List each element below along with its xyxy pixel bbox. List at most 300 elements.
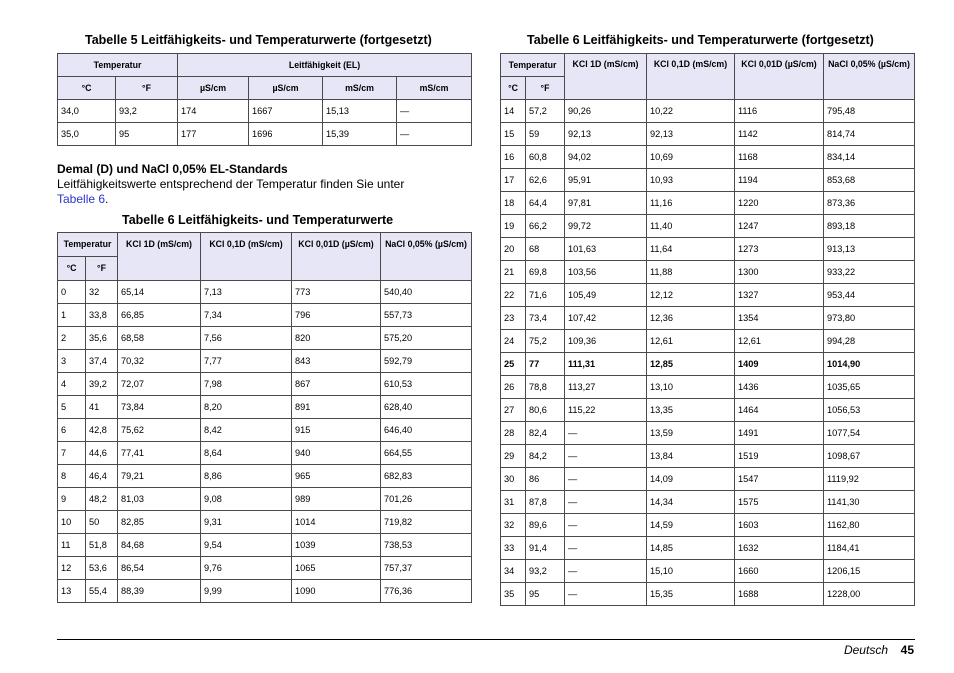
table-cell: 13,10	[647, 376, 735, 399]
table-cell: —	[565, 422, 647, 445]
table-row	[58, 373, 472, 396]
header-unit: mS/cm	[397, 77, 472, 100]
table-cell: 87,8	[526, 491, 565, 514]
table-cell: 78,8	[526, 376, 565, 399]
header-unit: µS/cm	[178, 77, 249, 100]
table-cell: 73,84	[118, 396, 201, 419]
table-cell: 1688	[735, 583, 824, 606]
table-cell: 71,6	[526, 284, 565, 307]
table-row	[58, 350, 472, 373]
table-row	[501, 192, 915, 215]
table-row	[58, 557, 472, 580]
table-cell: 1603	[735, 514, 824, 537]
table-cell: 53,6	[86, 557, 118, 580]
table-cell: 15,13	[323, 100, 397, 123]
table-cell: 701,26	[381, 488, 472, 511]
table-row	[501, 123, 915, 146]
table-cell: 68	[526, 238, 565, 261]
table-cell: 60,8	[526, 146, 565, 169]
table-cell: 9,08	[201, 488, 292, 511]
table-cell: 11,40	[647, 215, 735, 238]
table-row	[501, 583, 915, 606]
table6-left	[57, 232, 472, 603]
table-cell: 12,85	[647, 353, 735, 376]
table-cell: 592,79	[381, 350, 472, 373]
table-cell: 0	[58, 281, 86, 304]
table-cell: 891	[292, 396, 381, 419]
table-cell: 12	[58, 557, 86, 580]
table-cell: 44,6	[86, 442, 118, 465]
table-cell: 97,81	[565, 192, 647, 215]
table-cell: 113,27	[565, 376, 647, 399]
table-cell: 757,37	[381, 557, 472, 580]
table-cell: 646,40	[381, 419, 472, 442]
table-cell: 1273	[735, 238, 824, 261]
header-unit: µS/cm	[249, 77, 323, 100]
table-cell: 989	[292, 488, 381, 511]
table-row	[501, 238, 915, 261]
table-cell: 1	[58, 304, 86, 327]
header-leitfaehigkeit: Leitfähigkeit (EL)	[178, 54, 472, 77]
table-cell: 41	[86, 396, 118, 419]
table-cell: 9	[58, 488, 86, 511]
header-kcl-1d: KCl 1D (mS/cm)	[565, 54, 647, 100]
table-cell: 1206,15	[824, 560, 915, 583]
table-cell: 177	[178, 123, 249, 146]
table-cell: 101,63	[565, 238, 647, 261]
table-cell: 19	[501, 215, 526, 238]
header-temperatur: Temperatur	[501, 54, 565, 77]
table-cell: 1090	[292, 580, 381, 603]
table-cell: 73,4	[526, 307, 565, 330]
table-cell: 7,56	[201, 327, 292, 350]
table-cell: —	[565, 560, 647, 583]
table-row	[58, 327, 472, 350]
table-cell: 39,2	[86, 373, 118, 396]
table-cell: 84,2	[526, 445, 565, 468]
header-fahrenheit: °F	[526, 77, 565, 100]
table-cell: 853,68	[824, 169, 915, 192]
table-cell: 8	[58, 465, 86, 488]
table-cell: 10	[58, 511, 86, 534]
table-cell: 1519	[735, 445, 824, 468]
table-cell: 1056,53	[824, 399, 915, 422]
table-cell: 86,54	[118, 557, 201, 580]
table-cell: 90,26	[565, 100, 647, 123]
table-cell: 33,8	[86, 304, 118, 327]
table-row	[501, 215, 915, 238]
table-cell: 24	[501, 330, 526, 353]
table-cell: 867	[292, 373, 381, 396]
table-cell: 92,13	[647, 123, 735, 146]
table-cell: 7,98	[201, 373, 292, 396]
table-cell: 1327	[735, 284, 824, 307]
footer-language: Deutsch	[843, 643, 888, 657]
table6-left-caption: Tabelle 6 Leitfähigkeits- und Temperaturwerte	[122, 213, 394, 227]
table-cell: 28	[501, 422, 526, 445]
table-row	[501, 491, 915, 514]
header-kcl-01d: KCl 0,1D (mS/cm)	[647, 54, 735, 100]
table-cell: 30	[501, 468, 526, 491]
table-cell: 1696	[249, 123, 323, 146]
table-cell: 103,56	[565, 261, 647, 284]
table-cell: 15,10	[647, 560, 735, 583]
table-cell: 893,18	[824, 215, 915, 238]
table-cell: 11	[58, 534, 86, 557]
table-cell: 31	[501, 491, 526, 514]
table-cell: 1491	[735, 422, 824, 445]
table-cell: 933,22	[824, 261, 915, 284]
table-cell: 93,2	[116, 100, 178, 123]
table-row	[501, 537, 915, 560]
table-cell: 1228,00	[824, 583, 915, 606]
table-cell: 57,2	[526, 100, 565, 123]
header-temperatur: Temperatur	[58, 233, 118, 257]
table-cell: —	[397, 123, 472, 146]
table-cell: 37,4	[86, 350, 118, 373]
table-cell: —	[565, 468, 647, 491]
table-row	[58, 281, 472, 304]
table-cell: 15,39	[323, 123, 397, 146]
table-cell: 4	[58, 373, 86, 396]
table-cell: 14,09	[647, 468, 735, 491]
table-cell: 1065	[292, 557, 381, 580]
table-cell: 86	[526, 468, 565, 491]
table-cell: 42,8	[86, 419, 118, 442]
table-row	[58, 442, 472, 465]
header-unit: °C	[58, 77, 116, 100]
table-cell: 66,2	[526, 215, 565, 238]
table-cell: 14	[501, 100, 526, 123]
table-cell: —	[565, 514, 647, 537]
table-cell: 46,4	[86, 465, 118, 488]
table-cell: 1464	[735, 399, 824, 422]
table5-caption: Tabelle 5 Leitfähigkeits- und Temperaturwerte (fortgesetzt)	[85, 33, 432, 47]
table-cell: 2	[58, 327, 86, 350]
table-cell: 628,40	[381, 396, 472, 419]
table-cell: 81,03	[118, 488, 201, 511]
table-cell: 95	[116, 123, 178, 146]
table-cell: 1300	[735, 261, 824, 284]
table-cell: 1194	[735, 169, 824, 192]
table-cell: 8,64	[201, 442, 292, 465]
table-cell: 13	[58, 580, 86, 603]
table-cell: 873,36	[824, 192, 915, 215]
header-kcl-001d: KCl 0,01D (µS/cm)	[735, 54, 824, 100]
table-cell: 35,0	[58, 123, 116, 146]
table-cell: 1547	[735, 468, 824, 491]
table-row	[501, 514, 915, 537]
table-cell: 95,91	[565, 169, 647, 192]
table-cell: 12,61	[647, 330, 735, 353]
table-cell: 99,72	[565, 215, 647, 238]
table-row	[501, 284, 915, 307]
table-cell: 15,35	[647, 583, 735, 606]
table-row	[501, 330, 915, 353]
table-cell: 66,85	[118, 304, 201, 327]
table-cell: 77	[526, 353, 565, 376]
header-temperatur: Temperatur	[58, 54, 178, 77]
table-cell: 115,22	[565, 399, 647, 422]
table-row	[501, 422, 915, 445]
table-cell: 111,31	[565, 353, 647, 376]
table-cell: 1141,30	[824, 491, 915, 514]
table-cell: 22	[501, 284, 526, 307]
table-cell: 1575	[735, 491, 824, 514]
page-number: 45	[900, 643, 914, 657]
table-cell: 14,85	[647, 537, 735, 560]
table-row	[58, 123, 472, 146]
table-cell: 79,21	[118, 465, 201, 488]
table-cell: 9,99	[201, 580, 292, 603]
table-cell: 16	[501, 146, 526, 169]
table-cell: 10,93	[647, 169, 735, 192]
table-cell: 35	[501, 583, 526, 606]
table-cell: 1014	[292, 511, 381, 534]
table-cell: 5	[58, 396, 86, 419]
table-cell: 64,4	[526, 192, 565, 215]
table-cell: 15	[501, 123, 526, 146]
table-cell: —	[565, 491, 647, 514]
table-cell: 973,80	[824, 307, 915, 330]
table-cell: 50	[86, 511, 118, 534]
table-cell: 34	[501, 560, 526, 583]
table-cell: 843	[292, 350, 381, 373]
table-cell: 8,20	[201, 396, 292, 419]
table-row	[501, 353, 915, 376]
table-cell: 82,4	[526, 422, 565, 445]
section-body: Leitfähigkeitswerte entsprechend der Temperatur finden Sie unter	[57, 177, 405, 191]
footer-divider	[57, 639, 915, 640]
table-cell: 14,34	[647, 491, 735, 514]
table-cell: 89,6	[526, 514, 565, 537]
table-cell: 29	[501, 445, 526, 468]
table-row	[501, 445, 915, 468]
table-cell: 72,07	[118, 373, 201, 396]
table-row	[501, 261, 915, 284]
table-row	[58, 465, 472, 488]
table-row	[501, 399, 915, 422]
table-cell: 105,49	[565, 284, 647, 307]
table6-right	[500, 53, 915, 606]
table-cell: 9,54	[201, 534, 292, 557]
table-cell: 8,86	[201, 465, 292, 488]
table-cell: 32	[86, 281, 118, 304]
table-cell: 82,85	[118, 511, 201, 534]
table-cell: 1077,54	[824, 422, 915, 445]
table-cell: 27	[501, 399, 526, 422]
table-cell: 9,31	[201, 511, 292, 534]
header-fahrenheit: °F	[86, 257, 118, 281]
table-cell: 965	[292, 465, 381, 488]
header-kcl-01d: KCl 0,1D (mS/cm)	[201, 233, 292, 281]
table-cell: 7,13	[201, 281, 292, 304]
table-cell: 795,48	[824, 100, 915, 123]
table-cell: 7,77	[201, 350, 292, 373]
table-cell: 575,20	[381, 327, 472, 350]
table-cell: 26	[501, 376, 526, 399]
table-row	[58, 304, 472, 327]
table-cell: 13,84	[647, 445, 735, 468]
section-period: .	[105, 191, 109, 206]
table-cell: 10,69	[647, 146, 735, 169]
table-row	[501, 100, 915, 123]
header-nacl: NaCl 0,05% (µS/cm)	[381, 233, 472, 281]
table-cell: 664,55	[381, 442, 472, 465]
table-cell: 953,44	[824, 284, 915, 307]
table-cell: 6	[58, 419, 86, 442]
table-cell: —	[565, 445, 647, 468]
table-cell: 1184,41	[824, 537, 915, 560]
table-cell: 776,36	[381, 580, 472, 603]
table-cell: 834,14	[824, 146, 915, 169]
table-row	[501, 146, 915, 169]
table-cell: 1098,67	[824, 445, 915, 468]
header-unit: mS/cm	[323, 77, 397, 100]
table-cell: 12,12	[647, 284, 735, 307]
table6-right-caption: Tabelle 6 Leitfähigkeits- und Temperaturwerte (fortgesetzt)	[527, 33, 874, 47]
table-cell: 23	[501, 307, 526, 330]
table-row	[58, 488, 472, 511]
table-row	[501, 560, 915, 583]
table-cell: 95	[526, 583, 565, 606]
table-cell: 13,59	[647, 422, 735, 445]
table-row	[501, 169, 915, 192]
table-cell: 913,13	[824, 238, 915, 261]
table-cell: 84,68	[118, 534, 201, 557]
table-cell: 11,88	[647, 261, 735, 284]
table-cell: 814,74	[824, 123, 915, 146]
table-cell: 820	[292, 327, 381, 350]
table-cell: 18	[501, 192, 526, 215]
table-cell: 682,83	[381, 465, 472, 488]
table-cell: 7	[58, 442, 86, 465]
table-cell: 9,76	[201, 557, 292, 580]
table-cell: 719,82	[381, 511, 472, 534]
table-cell: 92,13	[565, 123, 647, 146]
table-cell: 940	[292, 442, 381, 465]
table-cell: 1162,80	[824, 514, 915, 537]
table-cell: 70,32	[118, 350, 201, 373]
table-cell: —	[565, 537, 647, 560]
table-cell: 34,0	[58, 100, 116, 123]
table-cell: 62,6	[526, 169, 565, 192]
table-cell: 77,41	[118, 442, 201, 465]
table-cell: 1409	[735, 353, 824, 376]
table-cell: 994,28	[824, 330, 915, 353]
table-cell: 915	[292, 419, 381, 442]
table-cell: 1247	[735, 215, 824, 238]
table-cell: 88,39	[118, 580, 201, 603]
table6-link[interactable]: Tabelle 6	[57, 191, 106, 206]
header-kcl-001d: KCl 0,01D (µS/cm)	[292, 233, 381, 281]
table-cell: 738,53	[381, 534, 472, 557]
table-cell: 14,59	[647, 514, 735, 537]
table-cell: 557,73	[381, 304, 472, 327]
header-unit: °F	[116, 77, 178, 100]
table-cell: 17	[501, 169, 526, 192]
table-cell: 1035,65	[824, 376, 915, 399]
header-celsius: °C	[501, 77, 526, 100]
table-cell: 610,53	[381, 373, 472, 396]
table-cell: 109,36	[565, 330, 647, 353]
table-cell: 10,22	[647, 100, 735, 123]
table-cell: 65,14	[118, 281, 201, 304]
table-cell: 107,42	[565, 307, 647, 330]
table-row	[58, 396, 472, 419]
table-row	[58, 511, 472, 534]
section-text	[57, 177, 457, 206]
table-cell: 11,16	[647, 192, 735, 215]
table-cell: 174	[178, 100, 249, 123]
table-cell: 35,6	[86, 327, 118, 350]
table-cell: 93,2	[526, 560, 565, 583]
table-cell: 7,34	[201, 304, 292, 327]
header-celsius: °C	[58, 257, 86, 281]
table-cell: 1142	[735, 123, 824, 146]
table-cell: 1014,90	[824, 353, 915, 376]
table-row	[501, 307, 915, 330]
table5	[57, 53, 472, 146]
table-cell: 80,6	[526, 399, 565, 422]
table-cell: 8,42	[201, 419, 292, 442]
table-cell: —	[397, 100, 472, 123]
table-cell: 21	[501, 261, 526, 284]
table-cell: 69,8	[526, 261, 565, 284]
table-cell: 1116	[735, 100, 824, 123]
table-cell: 1220	[735, 192, 824, 215]
table-cell: 796	[292, 304, 381, 327]
table-cell: 91,4	[526, 537, 565, 560]
section-heading: Demal (D) und NaCl 0,05% EL-Standards	[57, 162, 288, 176]
table-cell: 75,2	[526, 330, 565, 353]
table-cell: 94,02	[565, 146, 647, 169]
header-nacl: NaCl 0,05% (µS/cm)	[824, 54, 915, 100]
table-cell: 48,2	[86, 488, 118, 511]
table-cell: 1632	[735, 537, 824, 560]
table-row	[501, 468, 915, 491]
table-cell: 32	[501, 514, 526, 537]
header-kcl-1d: KCl 1D (mS/cm)	[118, 233, 201, 281]
table-row	[58, 534, 472, 557]
table-cell: 25	[501, 353, 526, 376]
table-cell: 1667	[249, 100, 323, 123]
table-cell: 13,35	[647, 399, 735, 422]
table-cell: 12,61	[735, 330, 824, 353]
table-row	[58, 419, 472, 442]
table-cell: 75,62	[118, 419, 201, 442]
table-row	[58, 100, 472, 123]
table-cell: 773	[292, 281, 381, 304]
table-cell: 55,4	[86, 580, 118, 603]
table-cell: 68,58	[118, 327, 201, 350]
table-cell: 1436	[735, 376, 824, 399]
table-cell: 1119,92	[824, 468, 915, 491]
table-cell: 11,64	[647, 238, 735, 261]
table-cell: 540,40	[381, 281, 472, 304]
table-cell: 1039	[292, 534, 381, 557]
table-cell: 1660	[735, 560, 824, 583]
table-cell: 12,36	[647, 307, 735, 330]
table-row	[501, 376, 915, 399]
table-cell: —	[565, 583, 647, 606]
table-cell: 3	[58, 350, 86, 373]
table-cell: 33	[501, 537, 526, 560]
table-row	[58, 580, 472, 603]
table-cell: 1354	[735, 307, 824, 330]
table-cell: 51,8	[86, 534, 118, 557]
table-cell: 59	[526, 123, 565, 146]
